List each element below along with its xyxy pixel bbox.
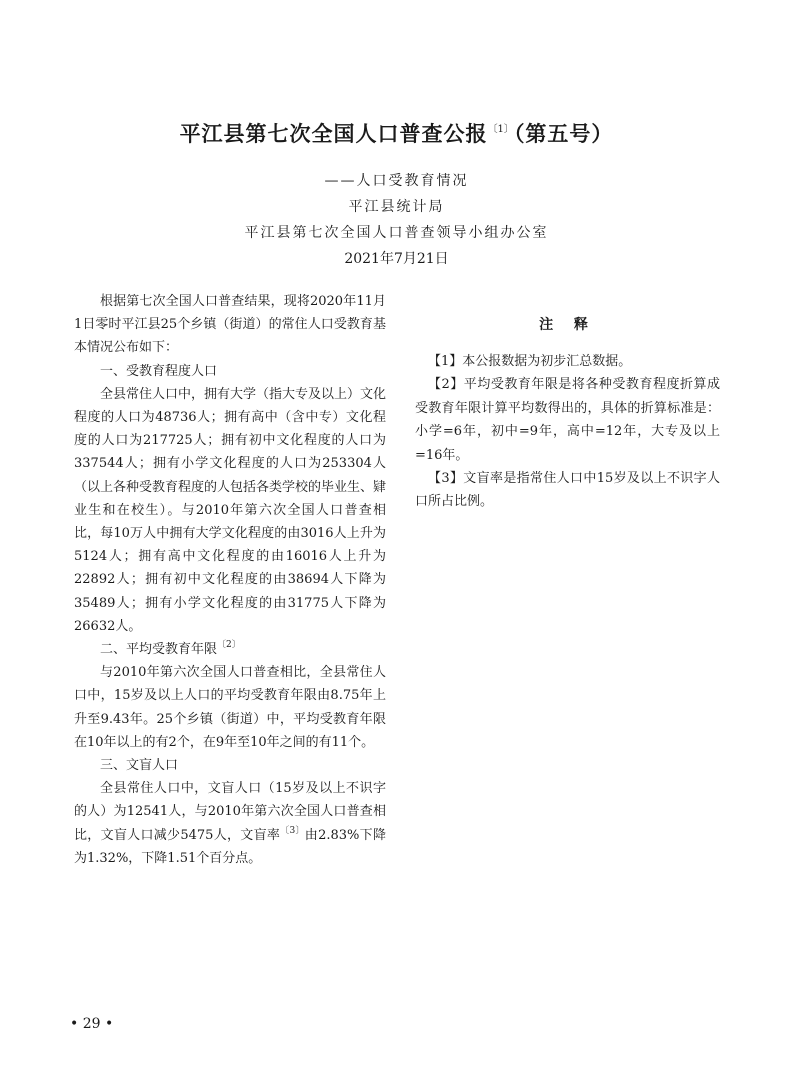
subtitle: ——人口受教育情况 [324, 173, 469, 189]
title-text: 平江县第七次全国人口普查公报 [179, 121, 488, 146]
note-1: 【1】本公报数据为初步汇总数据。 [428, 354, 632, 369]
section-heading-average-years-text: 二、平均受教育年限 [100, 642, 218, 658]
section-heading-illiteracy: 三、文盲人口 [100, 758, 179, 774]
page-title [0, 118, 793, 148]
illiteracy-text-b: 由2.83%下降为1.32%，下降1.51个百分点。 [74, 827, 386, 866]
intro-paragraph: 根据第七次全国人口普查结果，现将2020年11月1日零时平江县25个乡镇（街道）的常住人口受教育基本情况公布如下： [74, 294, 386, 356]
footnote-ref-3[interactable]: 〔3〕 [280, 825, 305, 836]
section-heading-average-years [74, 638, 386, 661]
note-2: 【2】平均受教育年限是将各种受教育程度折算成受教育年限计算平均数得出的，具体的折算标准是：小学=6年，初中=9年，高中=12年，大专及以上=16年。 [415, 377, 720, 463]
notes-column [415, 350, 720, 514]
main-text-column [74, 290, 386, 870]
title-suffix: （第五号） [513, 121, 614, 146]
notes-heading: 注 释 [539, 317, 596, 333]
note-3: 【3】文盲率是指常住人口中15岁及以上不识字人口所占比例。 [415, 471, 720, 510]
section-heading-education-level: 一、受教育程度人口 [100, 363, 218, 379]
publish-date: 2021年7月21日 [344, 251, 449, 267]
illiteracy-text-a: 全县常住人口中，文盲人口（15岁及以上不识字的人）为12541人，与2010年第六次全国人口普查相比，文盲人口减少5475人，文盲率 [74, 781, 386, 843]
illiteracy-paragraph [74, 777, 386, 870]
title-footnote-ref[interactable]: 〔1〕 [487, 124, 514, 135]
education-level-paragraph: 全县常住人口中，拥有大学（指大专及以上）文化程度的人口为48736人；拥有高中（含中专）文化程度的人口为217725人；拥有初中文化程度的人口为337544人；拥有小学文化程度的人口为253304人（以上各种受教育程度的人包括各类学校的毕业生、肄业生和在校生）。与2010年第六次全国人口普查相比，每10万人中拥有大学文化程度的由3016人上升为5124人；拥有高中文化程度的由16016人上升为22892人；拥有初中文化程度的由38694人下降为35489人；拥有小学文化程度的由31775人下降为26632人。 [74, 386, 387, 634]
footnote-ref-2[interactable]: 〔2〕 [217, 640, 241, 651]
page-number: • 29 • [70, 1016, 114, 1032]
issuer-bureau: 平江县统计局 [348, 199, 445, 215]
average-years-paragraph: 与2010年第六次全国人口普查相比，全县常住人口中，15岁及以上人口的平均受教育年限由8.75年上升至9.43年。25个乡镇（街道）中，平均受教育年限在10年以上的有2个，在9年至10年之间的有11个。 [74, 665, 386, 750]
issuer-office: 平江县第七次全国人口普查领导小组办公室 [244, 225, 549, 241]
